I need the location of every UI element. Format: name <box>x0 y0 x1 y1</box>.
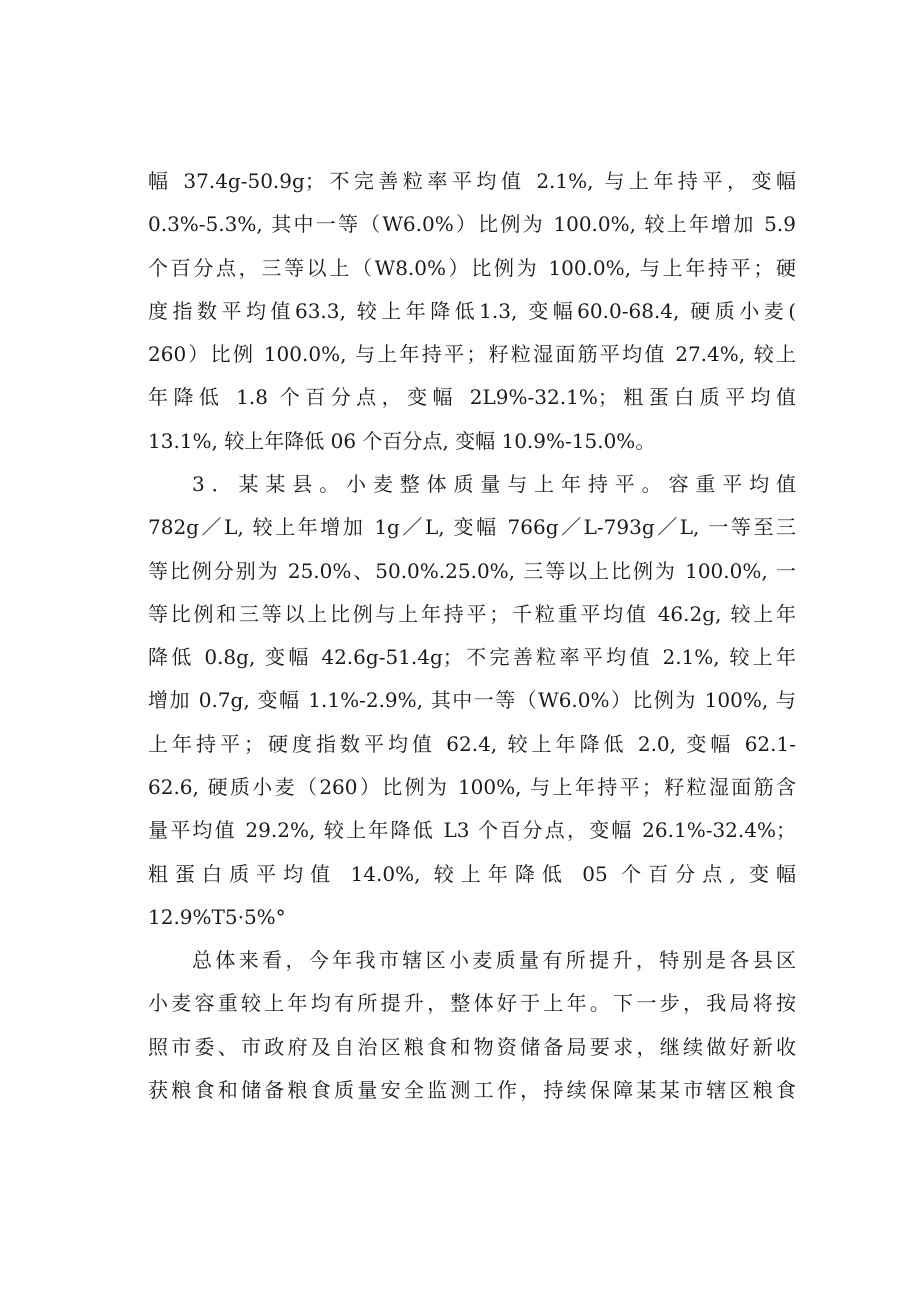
text-line: 获粮食和储备粮食质量安全监测工作，持续保障某某市辖区粮食 <box>148 1077 796 1102</box>
text-line: 照市委、市政府及自治区粮食和物资储备局要求，继续做好新收 <box>148 1034 796 1059</box>
text-line: 等比例分别为 25.0%、50.0%.25.0%, 三等以上比例为 100.0%, 一 <box>148 558 796 583</box>
paragraph-county-3 <box>148 463 796 939</box>
text-line: 总体来看，今年我市辖区小麦质量有所提升，特别是各县区 <box>192 948 796 972</box>
text-line: 0.3%-5.3%, 其中一等（W6.0%）比例为 100.0%, 较上年增加 5.9 <box>148 212 796 237</box>
text-line: 等比例和三等以上比例与上年持平；千粒重平均值 46.2g, 较上年 <box>148 601 796 626</box>
text-line: 量平均值 29.2%, 较上年降低 L3 个百分点，变幅 26.1%-32.4%； <box>148 818 796 843</box>
text-line: 增加 0.7g, 变幅 1.1%-2.9%, 其中一等（W6.0%）比例为 100%, 与 <box>148 688 796 713</box>
text-line: 260）比例 100.0%, 与上年持平；籽粒湿面筋平均值 27.4%, 较上 <box>148 342 796 367</box>
text-line: 12.9%T5·5%° <box>148 904 286 929</box>
text-line: 降低 0.8g, 变幅 42.6g-51.4g；不完善粒率平均值 2.1%, 较上年 <box>148 645 796 670</box>
text-line: 13.1%, 较上年降低 06 个百分点, 变幅 10.9%-15.0%。 <box>148 428 656 453</box>
text-line: 年降低 1.8 个百分点，变幅 2L9%-32.1%；粗蛋白质平均值 <box>148 385 796 410</box>
text-line: 62.6, 硬质小麦（260）比例为 100%, 与上年持平；籽粒湿面筋含 <box>148 775 796 800</box>
text-line: 幅 37.4g-50.9g；不完善粒率平均值 2.1%, 与上年持平，变幅 <box>148 169 796 193</box>
text-line: 度指数平均值63.3, 较上年降低1.3, 变幅60.0-68.4, 硬质小麦( <box>148 298 796 323</box>
text-line: 上年持平；硬度指数平均值 62.4, 较上年降低 2.0, 变幅 62.1- <box>148 731 796 756</box>
paragraph-previous-county-continued <box>148 160 796 463</box>
text-line: 小麦容重较上年均有所提升，整体好于上年。下一步，我局将按 <box>148 991 796 1016</box>
text-line: 个百分点，三等以上（W8.0%）比例为 100.0%, 与上年持平；硬 <box>148 255 796 280</box>
text-line: 782g／L, 较上年增加 1g／L, 变幅 766g／L-793g／L, 一等至三 <box>148 515 796 540</box>
paragraph-summary <box>148 939 796 1112</box>
text-line: 粗蛋白质平均值 14.0%, 较上年降低 05 个百分点, 变幅 <box>148 861 796 886</box>
text-line: 3．某某县。小麦整体质量与上年持平。容重平均值 <box>192 472 796 496</box>
